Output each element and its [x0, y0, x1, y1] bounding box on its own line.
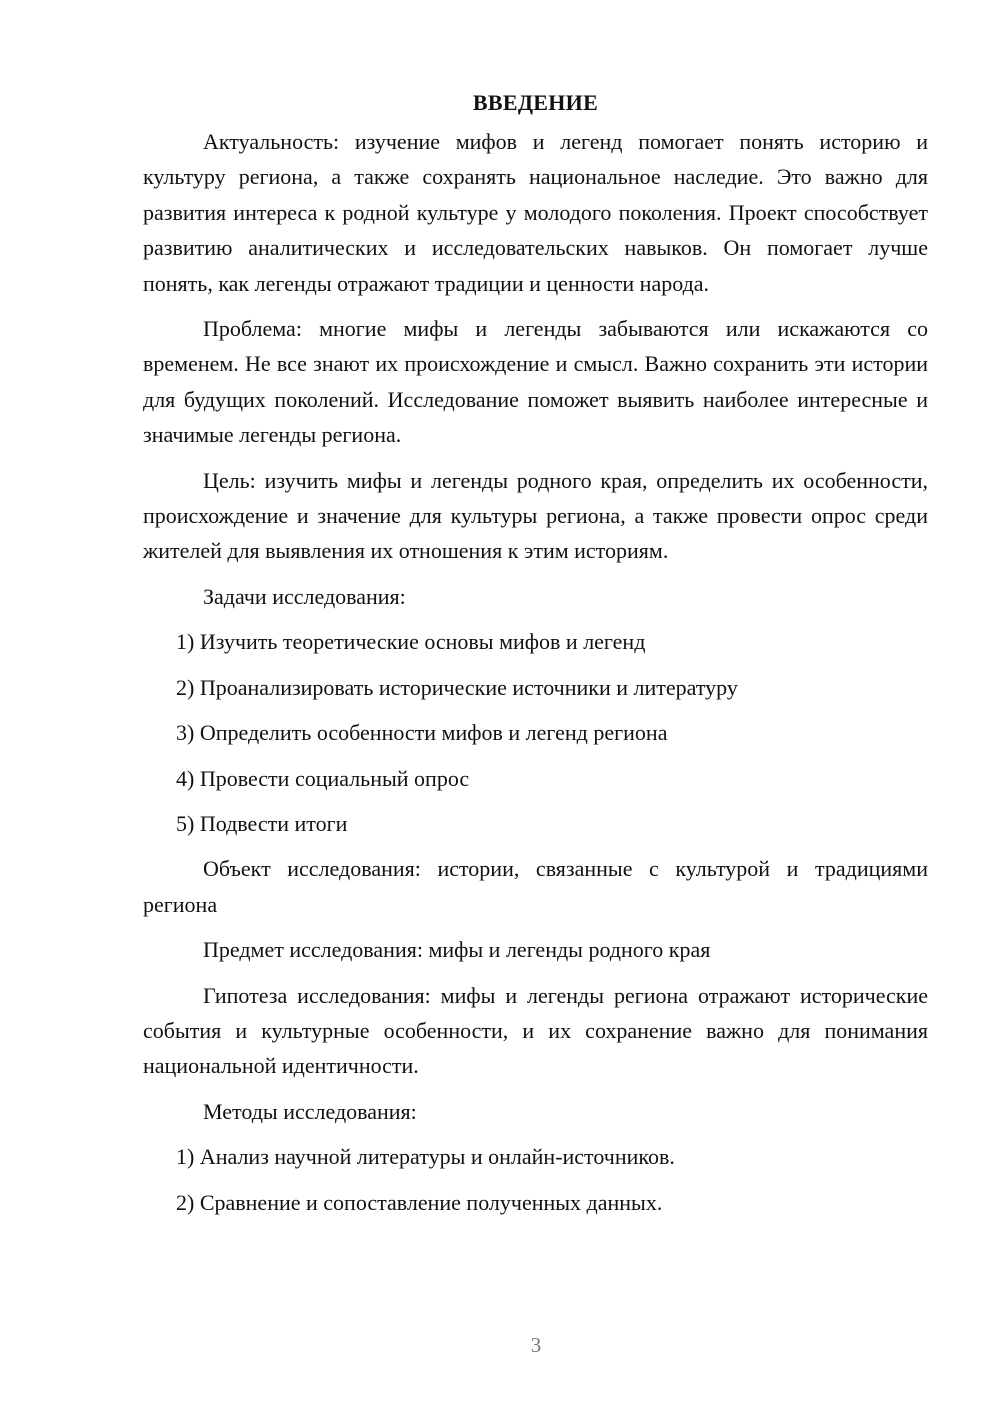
goal-paragraph: Цель: изучить мифы и легенды родного края, определить их особенности, происхождение и значение для культуры региона, а также провести опрос среди жителей для выявления их отношения к этим историям. [143, 467, 928, 564]
list-item: 5) Подвести итоги [176, 810, 348, 836]
list-item: 2) Проанализировать исторические источники и литературу [176, 674, 738, 700]
object-paragraph: Объект исследования: истории, связанные с культурой и традициями региона [143, 856, 928, 917]
list-item: 1) Анализ научной литературы и онлайн-источников. [176, 1144, 675, 1170]
list-item: 4) Провести социальный опрос [176, 765, 470, 791]
subject-paragraph: Предмет исследования: мифы и легенды родного края [203, 937, 711, 963]
list-item: 1) Изучить теоретические основы мифов и легенд [176, 629, 646, 655]
page-number: 3 [530, 1333, 542, 1357]
hypothesis-paragraph: Гипотеза исследования: мифы и легенды региона отражают исторические события и культурные особенности, и их сохранение важно для понимания национальной идентичности. [143, 982, 928, 1079]
tasks-list [143, 624, 928, 841]
relevance-paragraph: Актуальность: изучение мифов и легенд помогает понять историю и культуру региона, а также сохранять национальное наследие. Это важно для развития интереса к родной культуре у молодого поколения. Проект способствует развитию аналитических и исследовательских навыков. Он помогает лучше понять, как легенды отражают традиции и ценности народа. [143, 129, 928, 296]
problem-paragraph: Проблема: многие мифы и легенды забываются или искажаются со временем. Не все знают их происхождение и смысл. Важно сохранить эти истории для будущих поколений. Исследование поможет выявить наиболее интересные и значимые легенды региона. [143, 316, 928, 448]
list-item: 3) Определить особенности мифов и легенд региона [176, 720, 668, 746]
methods-list [143, 1139, 928, 1220]
document-page [143, 88, 928, 1230]
methods-heading: Методы исследования: [203, 1098, 417, 1124]
list-item: 2) Сравнение и сопоставление полученных данных. [176, 1189, 663, 1215]
page-title: ВВЕДЕНИЕ [472, 90, 599, 115]
tasks-heading: Задачи исследования: [203, 583, 406, 609]
